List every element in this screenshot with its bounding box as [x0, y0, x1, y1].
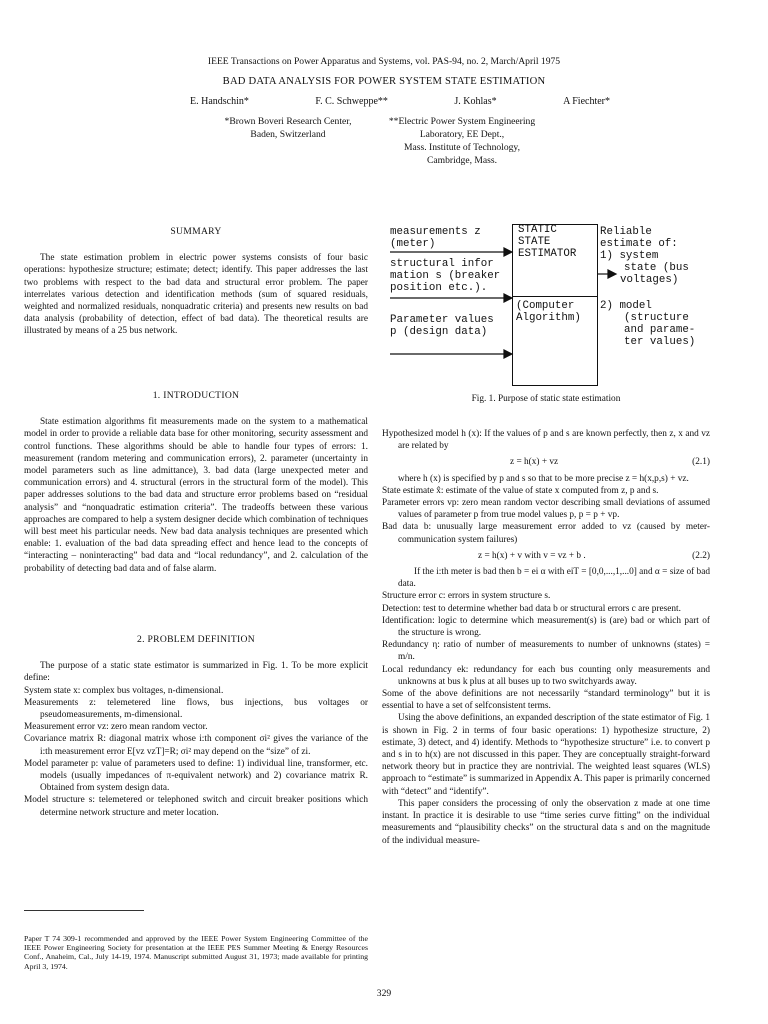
expanded-description-paragraph: Using the above definitions, an expanded description of the state estimator of Fig. 1 is shown in Fig. 2 in terms of four basic operations: 1) hypothesize structure, 2) estimate, 3) detect, and 4) identify. Methods to “hypothesize structure” i.e. to convert p and s in to h(x) are not discussed in this paper. They are conceptually straight-forward network theory but in practice they are nontrivial. The weighted least squares (WLS) approach to “estimate” is summarized in Appendix A. This paper is primarily concerned with “detect” and “identify”. [382, 713, 710, 797]
equation-2-2: z = h(x) + v with v = vz + b . (2.2) [478, 550, 710, 561]
where-paragraph: where h (x) is specified by p and s so that to be more precise z = h(x,p,s) + vz. [398, 473, 689, 484]
definition-item: Measurement error vz: zero mean random vector. [24, 722, 208, 733]
definition-item: Covariance matrix R: diagonal matrix whose i:th component σi² gives the variance of the i:th measurement error E[vz vzT]=R; σi² may depend on the “size” of zi. [24, 734, 368, 757]
problem-definition-section [24, 634, 368, 819]
problem-definition-heading: 2. PROBLEM DEFINITION [137, 634, 255, 645]
definition-item: Structure error c: errors in system structure s. [382, 591, 551, 602]
footnote: Paper T 74 309-1 recommended and approved by the IEEE Power System Engineering Committee of the IEEE Power Engineering Society for presentation at the IEEE PES Summer Meeting & Energy Resources Conf., Anaheim, Cal., July 14-19, 1974. Manuscript submitted August 31, 1973; made available for printing April 3, 1974. [24, 934, 368, 971]
figure-arrows [364, 222, 716, 390]
summary-section [24, 226, 368, 338]
definition-item: Measurements z: telemetered line flows, bus injections, bus voltages or pseudomeasurements, m-dimensional. [24, 697, 368, 721]
definition-list [24, 685, 368, 819]
journal-header: IEEE Transactions on Power Apparatus and Systems, vol. PAS-94, no. 2, March/April 1975 [207, 56, 561, 67]
figure-1-diagram [364, 222, 716, 390]
definition-item: Model structure s: telemetered or telephoned switch and circuit breaker positions which determine network structure and meter location. [24, 795, 368, 818]
page-number: 329 [376, 988, 392, 999]
author: A Fiechter* [563, 96, 610, 107]
summary-text: The state estimation problem in electric power systems consists of four basic operations: hypothesize structure; estimate; detect; identify. This paper addresses the last two problems with respect to the bad data and structural error problem. The paper interrelates various detection and identification methods (sum of squared residuals, weighted and normalized residuals, nonquadratic criteria) and presents new results on bad data analysis (probability of detection, effect of bad data). The theoretical results are illustrated by means of a 25 bus network. [24, 253, 368, 337]
definition-item: State estimate x̂: estimate of the value of state x computed from z, p and s. [382, 485, 659, 496]
introduction-heading: 1. INTRODUCTION [152, 390, 240, 401]
output-state-estimate: Reliable estimate of: 1) system state (bus voltages) [600, 226, 689, 286]
definition-item: Parameter errors vp: zero mean random vector describing small deviations of assumed values of parameter p from true model values p, p = p + vp. [382, 498, 710, 521]
author: F. C. Schweppe** [315, 96, 388, 107]
affiliation-mit: **Electric Power System Engineering Laboratory, EE Dept., Mass. Institute of Technology, Cambridge, Mass. [388, 116, 536, 166]
introduction-text: State estimation algorithms fit measurements made on the system to a mathematical model in order to provide a reliable data base for other monitoring, security assessment and control functions. These algorithms should be able to handle four types of errors: 1. measurement (random metering and communication errors), 2. parameter (uncertainty in model parameters such as line admittance), 3. bad data (large unexpected meter and communication errors) and 4. structural (errors in the structural form of the model). This paper addresses solutions to the bad data and structure error problems based on “residual analysis” and “nonquadratic estimation criteria”. The tradeoffs between these various approaches are compared to help a system designer decide which combination of techniques will best meet his particular needs. New bad data analysis techniques are presented which enable: 1. evaluation of the bad data spreading effect and hence lead to the concepts of “interacting – noninteracting” bad data and “local redundancy”, and 2. calculation of the probability of detecting bad data and of false alarm. [24, 417, 368, 574]
figure-1-caption: Fig. 1. Purpose of static state estimation [471, 394, 621, 404]
terminology-paragraph: Some of the above definitions are not necessarily “standard terminology” but it is essential to have a set of selfconsistent terms. [382, 689, 710, 712]
right-definitions [382, 485, 710, 546]
problem-intro: The purpose of a static state estimator is summarized in Fig. 1. To be more explicit define: [24, 661, 368, 684]
arrowhead [504, 294, 512, 302]
right-definitions-2 [382, 590, 710, 688]
definition-item: System state x: complex bus voltages, n-dimensional. [24, 685, 224, 696]
footnote-rule [24, 910, 144, 911]
definition-item: Model parameter p: value of parameters used to define: 1) individual line, transformer, etc. models (usually impedances of π-equivalent network) and 2) covariance matrix R. Obtained from system design data. [24, 758, 368, 794]
definition-item: Redundancy η: ratio of number of measurements to number of unknowns (states) = m/n. [382, 640, 710, 663]
equation-2-1: z = h(x) + vz (2.1) [510, 457, 710, 468]
box-label-static-state-estimator: STATIC STATE ESTIMATOR [518, 224, 577, 260]
observation-paragraph: This paper considers the processing of only the observation z made at one time instant. In practice it is desirable to use “time series curve fitting” on the individual measurements and “plausibility checks” on the structural data s and on the magnitude of the individual measure- [382, 798, 710, 846]
affiliation-brown-boveri: *Brown Boveri Research Center, Baden, Switzerland [224, 116, 352, 140]
arrowhead [504, 248, 512, 256]
right-column-text [382, 428, 710, 847]
definition-item: Detection: test to determine whether bad data b or structural errors c are present. [382, 603, 681, 614]
author: J. Kohlas* [454, 96, 497, 107]
summary-heading: SUMMARY [170, 226, 222, 237]
introduction-section [24, 390, 368, 575]
box-label-computer-algorithm: (Computer Algorithm) [516, 300, 581, 324]
bad-meter-paragraph: If the i:th meter is bad then b = ei α with eiT = [0,0,...,1,...0] and α = size of bad data. [398, 567, 710, 590]
arrowhead [504, 350, 512, 358]
input-measurements: measurements z (meter) [390, 226, 481, 250]
definition-item: Bad data b: unusually large measurement error added to vz (caused by meter-communication system failures) [382, 522, 710, 545]
definition-item: Identification: logic to determine which measurement(s) is (are) bad or which part of the structure is wrong. [382, 615, 710, 639]
arrowhead [608, 270, 616, 278]
hypothesized-model-paragraph: Hypothesized model h (x): If the values of p and s are known perfectly, then z, x and vz are related by [382, 429, 710, 452]
definition-item: Local redundancy ek: redundancy for each bus counting only measurements and unknowns at bus k plus at all buses up to two switchyards away. [382, 664, 710, 687]
input-parameters: Parameter values p (design data) [390, 314, 494, 338]
author-list [190, 96, 610, 107]
output-model: 2) model (structure and parame- ter values) [600, 300, 696, 348]
author: E. Handschin* [190, 96, 249, 107]
paper-title: BAD DATA ANALYSIS FOR POWER SYSTEM STATE ESTIMATION [222, 76, 546, 87]
input-structural: structural infor mation s (breaker position etc.). [390, 258, 501, 294]
